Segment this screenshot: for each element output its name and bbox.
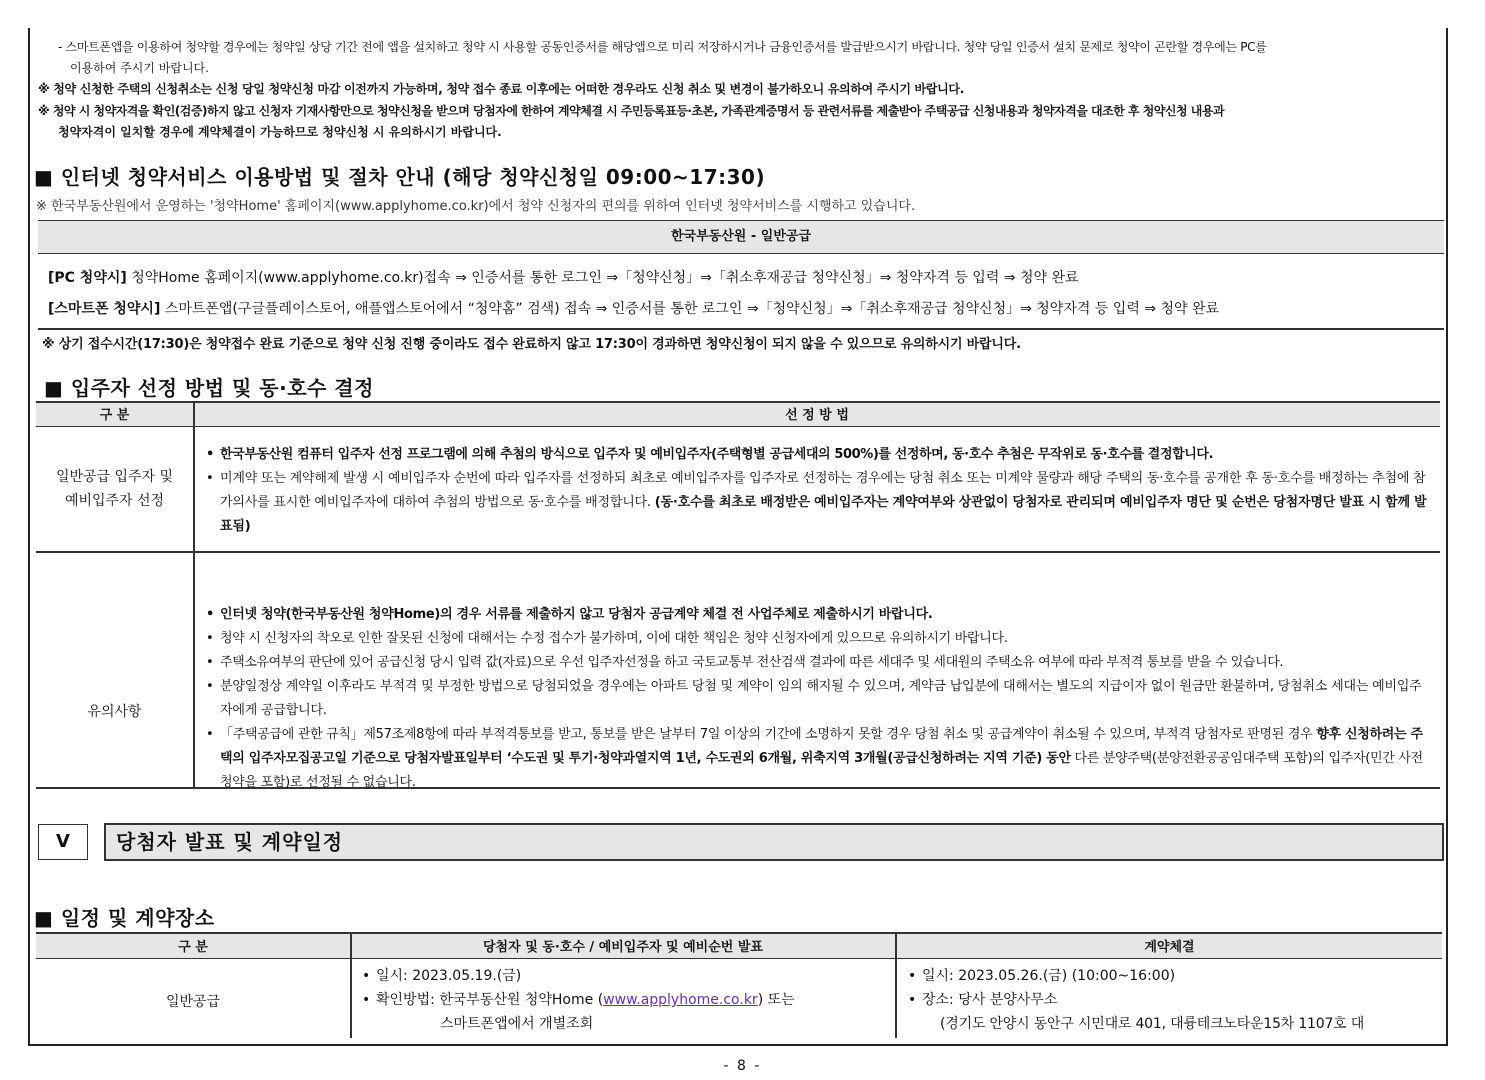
announcement-details — [362, 964, 882, 1036]
cautions-list — [206, 603, 1428, 795]
pc-label: [PC 청약시] — [48, 270, 127, 286]
note-verification-cont: 청약자격이 일치할 경우에 계약체결이 가능하므로 청약신청 시 유의하시기 바랍니다. — [58, 125, 502, 139]
divider — [193, 401, 195, 787]
note-verification: ※ 청약 시 청약자격을 확인(검증)하지 않고 신청자 기재사항만으로 청약신청을 받으며 당첨자에 한하여 계약체결 시 주민등록표등·초본, 가족관계증명서 등 관련서류를 제출받아 주택공급 신청내용과 청약자격을 대조한 후 청약신청 내용과 — [38, 104, 1225, 118]
schedule-col-contract: 계약체결 — [1144, 940, 1195, 955]
mobile-text: 스마트폰앱(구글플레이스토어, 애플앱스토어에서 “청약홈” 검색) 접속 ⇒ 인증서를 통한 로그인 ⇒「청약신청」⇒「취소후재공급 청약신청」⇒ 청약자격 등 입력 ⇒ 청약 완료 — [164, 301, 1220, 317]
note-cancel: ※ 청약 신청한 주택의 신청취소는 신청 당일 청약신청 마감 이전까지 가능하며, 청약 접수 종료 이후에는 어떠한 경우라도 신청 취소 및 변경이 불가하오니 유의하여 주시기 바랍니다. — [38, 82, 964, 96]
announce-method-text: 확인방법: 한국부동산원 청약Home ( — [376, 992, 604, 1008]
internet-note: ※ 한국부동산원에서 운영하는 '청약Home' 홈페이지(www.applyhome.co.kr)에서 청약 신청자의 편의를 위하여 인터넷 청약서비스를 시행하고 있습니다. — [36, 199, 916, 214]
pc-procedure — [48, 267, 1079, 287]
section-heading-internet: ■ 인터넷 청약서비스 이용방법 및 절차 안내 (해당 청약신청일 09:00~17:30) — [34, 165, 766, 189]
note-smartphone: - 스마트폰앱을 이용하여 청약할 경우에는 청약일 상당 기간 전에 앱을 설치하고 청약 시 사용할 공동인증서를 해당앱으로 미리 저장하시거나 금융인증서를 발급받으시기 바랍니다. 청약 당일 인증서 설치 문제로 청약이 곤란할 경우에는 PC를 — [58, 40, 1267, 54]
divider — [350, 932, 352, 1038]
document-page — [28, 28, 1448, 1046]
section-number: V — [56, 831, 70, 852]
announce-method-cont: 스마트폰앱에서 개별조회 — [440, 1016, 594, 1032]
schedule-row-label: 일반공급 — [165, 994, 221, 1010]
schedule-col-announcement: 당첨자 및 동·호수 / 예비입주자 및 예비순번 발표 — [483, 940, 763, 955]
internet-footer-note: ※ 상기 접수시간(17:30)은 청약접수 완료 기준으로 청약 신청 진행 중이라도 접수 완료하지 않고 17:30이 경과하면 청약신청이 되지 않을 수 있으므로 유의하시기 바랍니다. — [42, 337, 1021, 352]
selection-method-list — [206, 443, 1428, 539]
section-number-box — [38, 824, 88, 860]
row-label-line: 일반공급 입주자 및 — [55, 469, 174, 485]
list-item: • 분양일정상 계약일 이후라도 부적격 및 부정한 방법으로 당첨되었을 경우에는 아파트 당첨 및 계약이 임의 해지될 수 있으며, 계약금 납입분에 대해서는 별도의 지급이자 없이 원금만 환불하며, 당첨취소 세대는 예비입주자에게 공급합니다. — [206, 675, 1428, 723]
divider — [895, 932, 897, 1038]
contract-date: • 일시: 2023.05.26.(금) (10:00~16:00) — [908, 964, 1438, 988]
row-label-general-supply — [36, 465, 193, 513]
internet-table-header-text: 한국부동산원 - 일반공급 — [670, 229, 812, 244]
section-heading-selection: ■ 입주자 선정 방법 및 동·호수 결정 — [44, 376, 374, 400]
pc-text: 청약Home 홈페이지(www.applyhome.co.kr)접속 ⇒ 인증서를 통한 로그인 ⇒「청약신청」⇒「취소후재공급 청약신청」⇒ 청약자격 등 입력 ⇒ 청약 완료 — [131, 270, 1079, 286]
list-item — [206, 467, 1428, 539]
list-item-text: 다른 분양주택(분양전환공공임대주택 포함)의 입주자(민간 사전청약을 포함)로 선정될 수 없습니다. — [220, 751, 1423, 790]
contract-address: (경기도 안양시 동안구 시민대로 401, 대륭테크노타운15차 1107호 대 — [940, 1016, 1365, 1032]
list-item-bold-text: (동·호수를 최초로 배정받은 예비입주자는 계약여부와 상관없이 당첨자로 관리되며 예비입주자 명단 및 순번은 당첨자명단 발표 시 함께 발표됨) — [220, 495, 1427, 534]
divider — [38, 328, 1444, 330]
schedule-col-category: 구 분 — [178, 940, 208, 955]
announce-method-text: ) 또는 — [757, 992, 795, 1008]
list-item-text: 「주택공급에 관한 규칙」제57조제8항에 따라 부적격통보를 받고, 통보를 받은 날부터 7일 이상의 기간에 소명하지 못할 경우 당첨 취소 및 공급계약이 취소될 수 있으며, 부적격 당첨자로 판명된 경우 — [220, 727, 1317, 742]
section-title: 당첨자 발표 및 계약일정 — [116, 830, 344, 854]
section-heading-schedule: ■ 일정 및 계약장소 — [34, 906, 215, 930]
list-item: • 한국부동산원 컴퓨터 입주자 선정 프로그램에 의해 추첨의 방식으로 입주자 및 예비입주자(주택형별 공급세대의 500%)를 선정하며, 동·호수 추첨은 무작위로 동·호수를 결정합니다. — [206, 443, 1428, 467]
announce-method — [362, 988, 882, 1036]
mobile-procedure — [48, 298, 1219, 318]
row-label-line: 예비입주자 선정 — [64, 493, 165, 509]
list-item: • 청약 시 신청자의 착오로 인한 잘못된 신청에 대해서는 수정 접수가 불가하며, 이에 대한 책임은 청약 신청자에게 있으므로 유의하시기 바랍니다. — [206, 627, 1428, 651]
list-item — [206, 723, 1428, 795]
selection-table — [36, 401, 1440, 789]
internet-table-header — [38, 220, 1444, 254]
selection-col-method: 선 정 방 법 — [785, 408, 849, 423]
selection-col-category: 구 분 — [99, 408, 130, 423]
list-item-text: 미계약 또는 계약해제 발생 시 예비입주자 순번에 따라 입주자를 선정하되 최초로 예비입주자를 입주자로 선정하는 경우에는 당첨 취소 또는 미계약 물량과 해당 주택의 동·호수를 공개한 후 동·호수를 배정하는 추첨에 참가의사를 표시한 예비입주자에 대하여 추첨의 방법으로 동·호수를 배정합니다. — [220, 471, 1426, 510]
contract-place-text: 장소: 당사 분양사무소 — [922, 992, 1058, 1008]
contract-details — [908, 964, 1438, 1036]
contract-place — [908, 988, 1438, 1036]
announce-date: • 일시: 2023.05.19.(금) — [362, 964, 882, 988]
row-label-cautions: 유의사항 — [87, 704, 142, 720]
page-number: - 8 - — [723, 1058, 762, 1074]
list-item: • 인터넷 청약(한국부동산원 청약Home)의 경우 서류를 제출하지 않고 당첨자 공급계약 체결 전 사업주체로 제출하시기 바랍니다. — [206, 603, 1428, 627]
applyhome-link[interactable]: www.applyhome.co.kr — [603, 992, 758, 1008]
schedule-table — [36, 932, 1442, 1040]
section-title-box — [104, 823, 1444, 861]
list-item-bold-text: 향후 신청하려는 주택의 입주자모집공고일 기준으로 당첨자발표일부터 ‘수도권 및 투기·청약과열지역 1년, 수도권외 6개월, 위축지역 3개월(공급신청하려는 지역 기준) 동안 — [220, 727, 1423, 766]
note-smartphone-cont: 이용하여 주시기 바랍니다. — [70, 61, 209, 75]
divider — [36, 551, 1440, 553]
list-item: • 주택소유여부의 판단에 있어 공급신청 당시 입력 값(자료)으로 우선 입주자선정을 하고 국토교통부 전산검색 결과에 따른 세대주 및 세대원의 주택소유 여부에 따라 부적격 통보를 받을 수 있습니다. — [206, 651, 1428, 675]
mobile-label: [스마트폰 청약시] — [48, 301, 161, 317]
